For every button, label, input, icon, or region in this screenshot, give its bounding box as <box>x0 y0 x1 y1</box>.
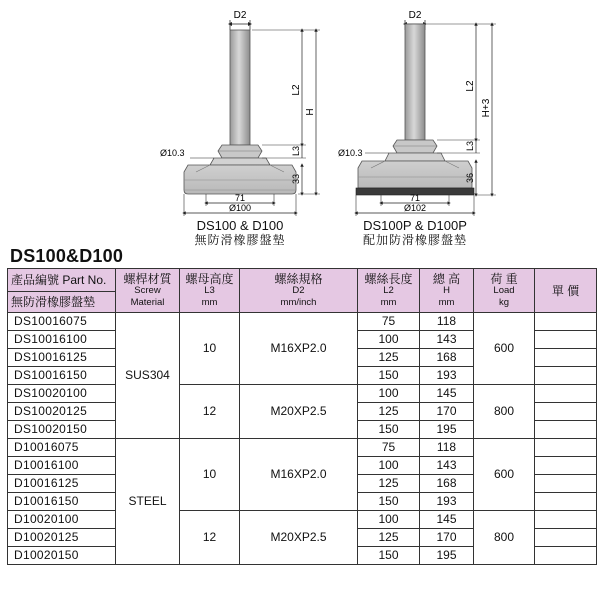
part-number: DS10020125 <box>8 403 116 421</box>
dim-diameter: Ø102 <box>403 203 427 213</box>
total-height: 145 <box>420 511 474 529</box>
price-cell <box>535 313 597 331</box>
part-number: DS10016075 <box>8 313 116 331</box>
thread-cell: M16XP2.0 <box>240 313 358 385</box>
screw-length: 100 <box>358 457 420 475</box>
price-cell <box>535 439 597 457</box>
total-height: 168 <box>420 349 474 367</box>
screw-length: 150 <box>358 421 420 439</box>
load-cell: 600 <box>474 313 535 385</box>
screw-length: 100 <box>358 331 420 349</box>
header-unit-price: 單 價 <box>535 269 597 313</box>
dim-diameter: Ø100 <box>228 203 252 213</box>
header-height-unit: mm <box>438 296 455 308</box>
technical-drawings <box>0 0 600 250</box>
price-cell <box>535 403 597 421</box>
total-height: 195 <box>420 421 474 439</box>
header-nut-height <box>180 269 240 313</box>
dim-h: H <box>305 108 316 116</box>
header-height-zh: 總 高 <box>432 271 461 286</box>
header-part-no: 產品編號 Part No. <box>8 269 116 292</box>
spec-table <box>7 268 597 565</box>
dim-l2: L2 <box>465 80 476 92</box>
header-material-en2: Material <box>130 296 165 308</box>
header-load-unit: kg <box>498 296 510 308</box>
total-height: 168 <box>420 475 474 493</box>
dim-l3: L3 <box>465 140 475 152</box>
total-height: 118 <box>420 313 474 331</box>
load-cell: 800 <box>474 385 535 439</box>
part-number: D10016150 <box>8 493 116 511</box>
screw-length: 125 <box>358 349 420 367</box>
header-length-en: L2 <box>383 284 394 296</box>
thread-cell: M20XP2.5 <box>240 385 358 439</box>
dim-nut-d: Ø10.3 <box>160 148 185 158</box>
screw-length: 75 <box>358 439 420 457</box>
screw-length: 75 <box>358 313 420 331</box>
price-cell <box>535 493 597 511</box>
total-height: 193 <box>420 367 474 385</box>
header-thread-zh: 螺絲規格 <box>274 271 323 286</box>
dim-base-height: 36 <box>465 172 475 184</box>
price-cell <box>535 457 597 475</box>
total-height: 170 <box>420 403 474 421</box>
screw-length: 150 <box>358 547 420 565</box>
price-cell <box>535 349 597 367</box>
header-length-zh: 螺絲長度 <box>364 271 413 286</box>
dim-width: 71 <box>409 193 421 203</box>
header-material <box>116 269 180 313</box>
thread-cell: M16XP2.0 <box>240 439 358 511</box>
header-load <box>474 269 535 313</box>
header-thread-en: D2 <box>292 284 305 296</box>
caption-description: 無防滑橡膠盤墊 <box>194 233 286 247</box>
price-cell <box>535 385 597 403</box>
part-number: D10020125 <box>8 529 116 547</box>
screw-length: 125 <box>358 403 420 421</box>
drawing-caption-right <box>345 218 485 248</box>
total-height: 195 <box>420 547 474 565</box>
section-title: DS100&D100 <box>10 246 124 266</box>
price-cell <box>535 367 597 385</box>
nut-height-cell: 12 <box>180 511 240 565</box>
header-thread-unit: mm/inch <box>280 296 317 308</box>
header-length-unit: mm <box>380 296 397 308</box>
table-row <box>8 385 597 403</box>
screw-length: 100 <box>358 385 420 403</box>
caption-description: 配加防滑橡膠盤墊 <box>362 233 467 247</box>
part-number: DS10020150 <box>8 421 116 439</box>
price-cell <box>535 475 597 493</box>
total-height: 170 <box>420 529 474 547</box>
dim-d2: D2 <box>233 10 247 21</box>
total-height: 145 <box>420 385 474 403</box>
total-height: 143 <box>420 457 474 475</box>
nut-height-cell: 12 <box>180 385 240 439</box>
dim-width: 71 <box>234 193 246 203</box>
dim-h: H+3 <box>481 98 492 118</box>
table-row <box>8 313 597 331</box>
price-cell <box>535 331 597 349</box>
screw-length: 150 <box>358 493 420 511</box>
dim-nut-d: Ø10.3 <box>338 148 363 158</box>
part-number: DS10016125 <box>8 349 116 367</box>
header-screw-length <box>358 269 420 313</box>
header-thread <box>240 269 358 313</box>
header-height-en: H <box>443 284 450 296</box>
dim-base-height: 33 <box>291 173 301 185</box>
dim-d2: D2 <box>408 10 422 21</box>
table-row <box>8 439 597 457</box>
nut-height-cell: 10 <box>180 313 240 385</box>
part-number: DS10016150 <box>8 367 116 385</box>
price-cell <box>535 547 597 565</box>
part-number: D10020150 <box>8 547 116 565</box>
header-total-height <box>420 269 474 313</box>
part-number: DS10020100 <box>8 385 116 403</box>
load-cell: 600 <box>474 439 535 511</box>
material-cell: SUS304 <box>116 313 180 439</box>
part-number: D10016125 <box>8 475 116 493</box>
leveling-foot-drawing-left <box>160 10 320 216</box>
header-material-en: Screw <box>134 284 161 296</box>
thread-cell: M20XP2.5 <box>240 511 358 565</box>
part-number: D10016100 <box>8 457 116 475</box>
material-cell: STEEL <box>116 439 180 565</box>
price-cell <box>535 421 597 439</box>
nut-height-cell: 10 <box>180 439 240 511</box>
total-height: 143 <box>420 331 474 349</box>
screw-length: 125 <box>358 475 420 493</box>
header-nut-zh: 螺母高度 <box>185 271 234 286</box>
screw-length: 100 <box>358 511 420 529</box>
price-cell <box>535 529 597 547</box>
part-number: D10016075 <box>8 439 116 457</box>
header-nut-unit: mm <box>201 296 218 308</box>
total-height: 118 <box>420 439 474 457</box>
price-cell <box>535 511 597 529</box>
table-row <box>8 511 597 529</box>
part-number: DS10016100 <box>8 331 116 349</box>
dim-l3: L3 <box>291 145 301 157</box>
caption-model: DS100 & D100 <box>196 218 284 233</box>
screw-length: 150 <box>358 367 420 385</box>
header-part-subtitle: 無防滑橡膠盤墊 <box>8 292 116 313</box>
header-load-en: Load <box>493 284 515 296</box>
header-material-zh: 螺桿材質 <box>123 271 172 286</box>
header-load-zh: 荷 重 <box>490 271 518 286</box>
dim-l2: L2 <box>291 84 302 96</box>
header-nut-en: L3 <box>204 284 215 296</box>
screw-length: 125 <box>358 529 420 547</box>
caption-model: DS100P & D100P <box>363 218 467 233</box>
total-height: 193 <box>420 493 474 511</box>
load-cell: 800 <box>474 511 535 565</box>
leveling-foot-drawing-right <box>338 10 496 216</box>
drawing-caption-left <box>180 218 300 248</box>
part-number: D10020100 <box>8 511 116 529</box>
